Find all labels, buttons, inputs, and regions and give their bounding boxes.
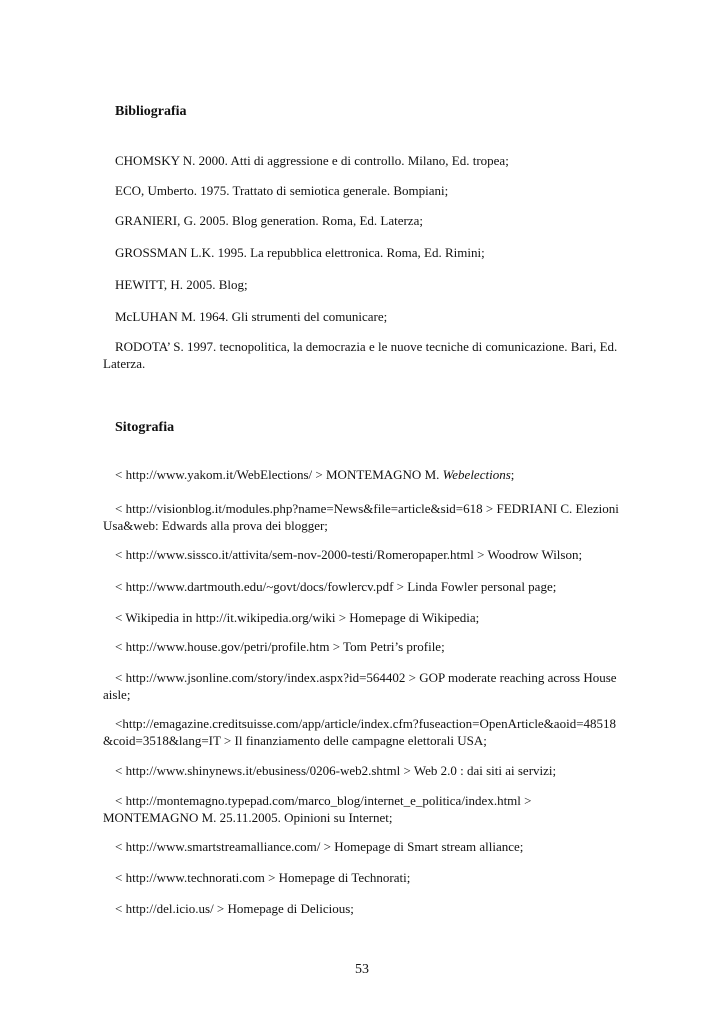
website-entry: < http://www.house.gov/petri/profile.htm > Tom Petri’s profile; xyxy=(115,639,445,654)
website-entry: <http://emagazine.creditsuisse.com/app/article/index.cfm?fuseaction=OpenArticle&aoid=48518&coid=3518&lang=IT > Il finanziamento delle campagne elettorali USA; xyxy=(103,716,617,748)
website-entry-text: ; xyxy=(510,467,515,482)
bibliography-entry: McLUHAN M. 1964. Gli strumenti del comunicare; xyxy=(115,309,388,324)
website-entry: < http://www.dartmouth.edu/~govt/docs/fowlercv.pdf > Linda Fowler personal page; xyxy=(115,579,557,594)
website-entry: < http://www.shinynews.it/ebusiness/0206-web2.shtml > Web 2.0 : dai siti ai servizi; xyxy=(115,763,557,778)
website-entry-italic-title: Webelections xyxy=(442,467,511,482)
website-entry: < http://www.sissco.it/attivita/sem-nov-2000-testi/Romeropaper.html > Woodrow Wilson; xyxy=(115,547,583,562)
website-entry: < http://visionblog.it/modules.php?name=News&file=article&sid=618 > FEDRIANI C. Elezioni Usa&web: Edwards alla prova dei blogger; xyxy=(103,501,619,533)
bibliography-entry: GROSSMAN L.K. 1995. La repubblica elettronica. Roma, Ed. Rimini; xyxy=(115,245,485,260)
website-entry: < http://del.icio.us/ > Homepage di Delicious; xyxy=(115,901,354,916)
bibliography-entry: HEWITT, H. 2005. Blog; xyxy=(115,277,248,292)
website-entry: < Wikipedia in http://it.wikipedia.org/wiki > Homepage di Wikipedia; xyxy=(115,610,480,625)
page-number: 53 xyxy=(355,962,369,977)
bibliography-entry: ECO, Umberto. 1975. Trattato di semiotica generale. Bompiani; xyxy=(115,183,449,198)
website-entry-text: < http://www.yakom.it/WebElections/ > MONTEMAGNO M. xyxy=(115,467,443,482)
website-entry xyxy=(103,466,623,483)
bibliography-entry: GRANIERI, G. 2005. Blog generation. Roma, Ed. Laterza; xyxy=(115,213,423,228)
website-entry: < http://www.smartstreamalliance.com/ > Homepage di Smart stream alliance; xyxy=(115,839,524,854)
website-entry: < http://www.technorati.com > Homepage di Technorati; xyxy=(115,870,411,885)
bibliografia-heading: Bibliografia xyxy=(115,104,187,119)
website-entry: < http://www.jsonline.com/story/index.aspx?id=564402 > GOP moderate reaching across House aisle; xyxy=(103,670,617,702)
sitografia-heading: Sitografia xyxy=(115,420,175,435)
bibliography-entry: RODOTA’ S. 1997. tecnopolitica, la democrazia e le nuove tecniche di comunicazione. Bari, Ed. Laterza. xyxy=(103,339,618,371)
bibliography-entry: CHOMSKY N. 2000. Atti di aggressione e di controllo. Milano, Ed. tropea; xyxy=(115,153,509,168)
website-entry: < http://montemagno.typepad.com/marco_blog/internet_e_politica/index.html > MONTEMAGNO M. 25.11.2005. Opinioni su Internet; xyxy=(103,793,532,825)
